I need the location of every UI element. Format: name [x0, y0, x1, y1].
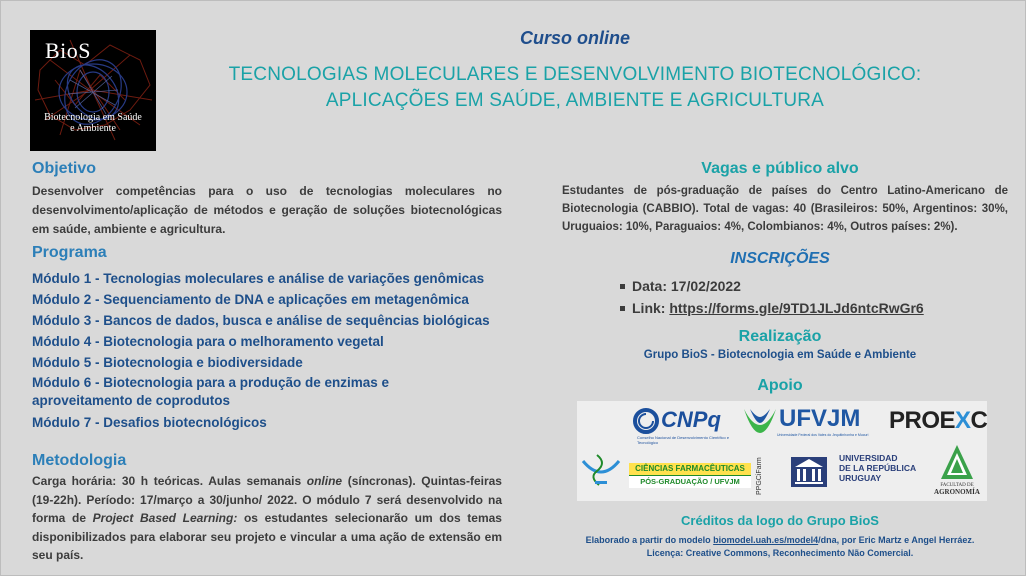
ppgcifarm-logo — [753, 457, 763, 497]
objetivo-text: Desenvolver competências para o uso de tecnologias moleculares no desenvolvimento/aplicação de métodos e geração de soluções biotecnológicas em saúde, ambiente e agricultura. — [32, 184, 502, 236]
ppgcifarm-text: PPGCiFarm — [756, 457, 763, 495]
creditos-line1-part2: /dna, por Eric Martz e Angel Herráez. — [818, 535, 975, 545]
pharmacy-cup-icon — [579, 453, 623, 489]
cnpq-logo-subtitle: Conselho Nacional de Desenvolvimento Científico e Tecnológico — [637, 435, 730, 445]
course-title — [180, 62, 970, 114]
course-title-line1: TECNOLOGIAS MOLECULARES E DESENVOLVIMENTO BIOTECNOLÓGICO: — [228, 64, 922, 85]
cf-logo-bottom: PÓS-GRADUAÇÃO / UFVJM — [629, 475, 751, 488]
module-item: Módulo 4 - Biotecnologia para o melhoramento vegetal — [32, 334, 384, 349]
module-item: Módulo 3 - Bancos de dados, busca e análise de sequências biológicas — [32, 313, 490, 328]
apoio-heading: Apoio — [757, 377, 803, 394]
metodologia-online: online — [306, 474, 343, 488]
vagas-text: Estudantes de pós-graduação de países do Centro Latino-Americano de Biotecnologia (CABBIO). Total de vagas: 40 (Brasileiros: 50%, Argentinos: 30%, Uruguaios: 10%, Paraguaios: 4%, Colombianos: 4%, Outros países: 2%). — [562, 185, 1008, 233]
inscricoes-link-label: Link: — [632, 300, 670, 316]
sponsor-logos-panel — [577, 401, 987, 501]
metodologia-text — [32, 472, 502, 565]
course-kicker: Curso online — [519, 28, 630, 48]
inscricoes-list — [620, 275, 924, 319]
creditos-line2: Licença: Creative Commons, Reconhecimento Não Comercial. — [646, 548, 914, 558]
inscricoes-date-item — [620, 275, 924, 297]
module-item: Módulo 6 - Biotecnologia para a produção de enzimas e aproveitamento de coprodutos — [32, 375, 390, 408]
creditos-line1-part1: Elaborado a partir do modelo — [585, 535, 714, 545]
objetivo-heading: Objetivo — [32, 160, 97, 177]
ufvjm-logo-subtitle: Universidade Federal dos Vales do Jequitinhonha e Mucuri — [777, 433, 869, 437]
agronomia-logo-icon — [939, 443, 975, 481]
udelar-line3: URUGUAY — [839, 473, 882, 483]
programa-heading: Programa — [32, 244, 107, 261]
bios-logo — [30, 30, 156, 151]
agronomia-logo-text — [925, 483, 989, 495]
vagas-heading: Vagas e público alvo — [701, 160, 859, 177]
agro-line1: FACULTAD DE — [940, 483, 974, 488]
biomodel-link[interactable]: biomodel.uah.es/model4 — [713, 535, 819, 545]
proexc-logo — [889, 407, 987, 435]
ciencias-farmaceuticas-logo — [629, 463, 751, 487]
udelar-logo-text — [839, 453, 919, 483]
module-item: Módulo 7 - Desafios biotecnológicos — [32, 415, 267, 430]
module-item: Módulo 2 - Sequenciamento de DNA e aplicações em metagenômica — [32, 292, 469, 307]
logo-title: BioS — [45, 38, 92, 63]
ufvjm-logo-icon — [742, 405, 778, 435]
metodologia-pbl: Project Based Learning: — [92, 511, 238, 525]
bullet-icon — [620, 284, 625, 289]
udelar-building-icon — [789, 451, 829, 489]
cnpq-logo-icon — [632, 407, 660, 435]
proexc-logo-part1: PROE — [889, 407, 956, 434]
proexc-logo-part3: C — [970, 407, 988, 434]
inscricoes-link[interactable]: https://forms.gle/9TD1JLJd6ntcRwGr6 — [669, 300, 924, 316]
creditos-heading: Créditos da logo do Grupo BioS — [681, 513, 879, 528]
metodologia-heading: Metodologia — [32, 452, 127, 469]
module-item: Módulo 1 - Tecnologias moleculares e análise de variações genômicas — [32, 271, 485, 286]
cf-logo-top: CIÊNCIAS FARMACÊUTICAS — [629, 463, 751, 475]
ufvjm-logo-text: UFVJM — [779, 405, 861, 432]
udelar-line1: UNIVERSIDAD — [839, 453, 898, 463]
bullet-icon — [620, 306, 625, 311]
proexc-logo-part2: X — [955, 407, 971, 434]
metodologia-text-part2: (síncronas). Quintas-feiras (19-22h). Período: 17/março a 30/junho/ 2022. O módulo 7 será desenvolvido na forma de — [32, 474, 502, 525]
inscricoes-heading: INSCRIÇÕES — [730, 250, 830, 267]
metodologia-text-part1: Carga horária: 30 h teóricas. Aulas semanais — [32, 474, 307, 488]
course-title-line2: APLICAÇÕES EM SAÚDE, AMBIENTE E AGRICULTURA — [325, 90, 825, 111]
realizacao-heading: Realização — [738, 328, 822, 345]
inscricoes-link-item — [620, 297, 924, 319]
realizacao-text: Grupo BioS - Biotecnologia em Saúde e Ambiente — [643, 349, 917, 361]
logo-subtitle — [34, 112, 152, 134]
module-item: Módulo 5 - Biotecnologia e biodiversidade — [32, 355, 303, 370]
module-list — [32, 268, 512, 433]
agro-line2: AGRONOMÍA — [934, 488, 980, 496]
udelar-line2: DE LA REPÚBLICA — [839, 463, 917, 473]
cnpq-logo-text: CNPq — [661, 407, 721, 432]
logo-subtitle-line2: e Ambiente — [70, 123, 116, 134]
logo-subtitle-line1: Biotecnologia em Saúde — [44, 112, 142, 123]
creditos-line1 — [540, 535, 1020, 545]
inscricoes-date: Data: 17/02/2022 — [632, 278, 741, 294]
metodologia-text-part3: os estudantes selecionarão um dos temas disponibilizados para elaborar seu projeto e vincular a uma ação de extensão em seu país. — [32, 511, 502, 562]
